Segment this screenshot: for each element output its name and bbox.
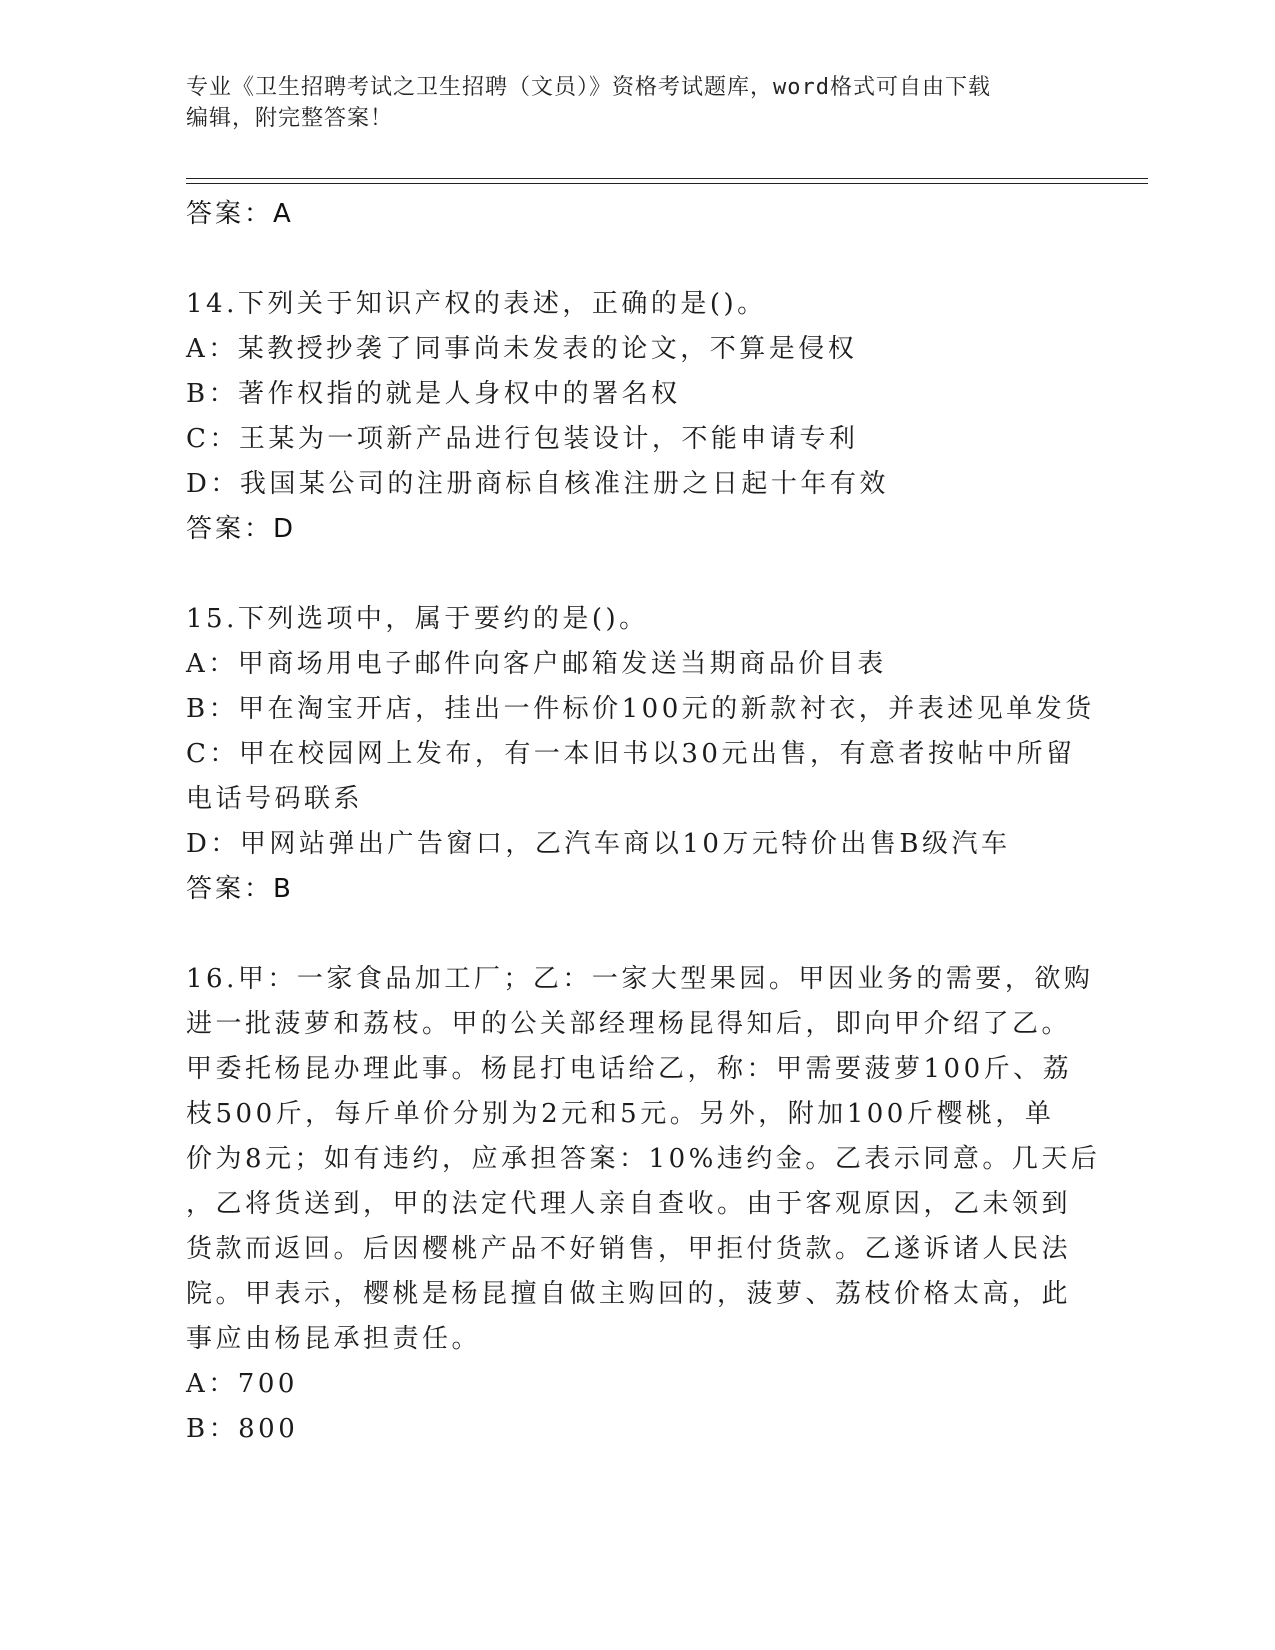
option-c: C：王某为一项新产品进行包装设计，不能申请专利 bbox=[186, 424, 859, 454]
option-b: B：800 bbox=[186, 1414, 299, 1444]
header-divider-bottom bbox=[186, 183, 1148, 184]
question-stem-line: 枝500斤，每斤单价分别为2元和5元。另外，附加100斤樱桃，单 bbox=[186, 1099, 1055, 1129]
question-stem: 14.下列关于知识产权的表述，正确的是()。 bbox=[186, 289, 767, 319]
option-d: D：甲网站弹出广告窗口，乙汽车商以10万元特价出售B级汽车 bbox=[186, 829, 1011, 859]
option-a: A：某教授抄袭了同事尚未发表的论文，不算是侵权 bbox=[186, 334, 858, 364]
question-stem-line: 价为8元；如有违约，应承担答案：10%违约金。乙表示同意。几天后 bbox=[186, 1144, 1101, 1174]
question-stem-line: 院。甲表示，樱桃是杨昆擅自做主购回的，菠萝、荔枝价格太高，此 bbox=[186, 1279, 1072, 1309]
option-a: A：甲商场用电子邮件向客户邮箱发送当期商品价目表 bbox=[186, 649, 887, 679]
option-d: D：我国某公司的注册商标自核准注册之日起十年有效 bbox=[186, 469, 889, 499]
previous-answer: 答案：A bbox=[186, 199, 294, 229]
question-stem-line: 进一批菠萝和荔枝。甲的公关部经理杨昆得知后，即向甲介绍了乙。 bbox=[186, 1009, 1072, 1039]
option-c: C：甲在校园网上发布，有一本旧书以30元出售，有意者按帖中所留 bbox=[186, 739, 1076, 769]
option-a: A：700 bbox=[186, 1369, 298, 1399]
question-14 bbox=[186, 282, 1086, 552]
question-15 bbox=[186, 597, 1095, 912]
answer: 答案：B bbox=[186, 874, 294, 904]
header-line-1: 专业《卫生招聘考试之卫生招聘（文员）》资格考试题库，word格式可自由下载 bbox=[186, 75, 991, 100]
question-stem: 15.下列选项中，属于要约的是()。 bbox=[186, 604, 649, 634]
question-stem-line: ，乙将货送到，甲的法定代理人亲自查收。由于客观原因，乙未领到 bbox=[186, 1189, 1072, 1219]
question-stem-line: 货款而返回。后因樱桃产品不好销售，甲拒付货款。乙遂诉诸人民法 bbox=[186, 1234, 1072, 1264]
page-header bbox=[186, 72, 1066, 134]
spacer bbox=[186, 552, 1086, 597]
header-divider-top bbox=[186, 178, 1148, 179]
question-16 bbox=[186, 957, 1101, 1452]
spacer bbox=[186, 237, 1086, 282]
question-stem-line: 16.甲：一家食品加工厂；乙：一家大型果园。甲因业务的需要，欲购 bbox=[186, 964, 1094, 994]
option-b: B：甲在淘宝开店，挂出一件标价100元的新款衬衣，并表述见单发货 bbox=[186, 694, 1095, 724]
answer: 答案：D bbox=[186, 514, 297, 544]
option-b: B：著作权指的就是人身权中的署名权 bbox=[186, 379, 681, 409]
header-line-2: 编辑，附完整答案！ bbox=[186, 106, 394, 131]
document-body bbox=[186, 192, 1101, 1452]
question-stem-line: 事应由杨昆承担责任。 bbox=[186, 1324, 482, 1354]
option-c-continued: 电话号码联系 bbox=[186, 784, 364, 814]
spacer bbox=[186, 912, 1086, 957]
question-stem-line: 甲委托杨昆办理此事。杨昆打电话给乙，称：甲需要菠萝100斤、荔 bbox=[186, 1054, 1073, 1084]
